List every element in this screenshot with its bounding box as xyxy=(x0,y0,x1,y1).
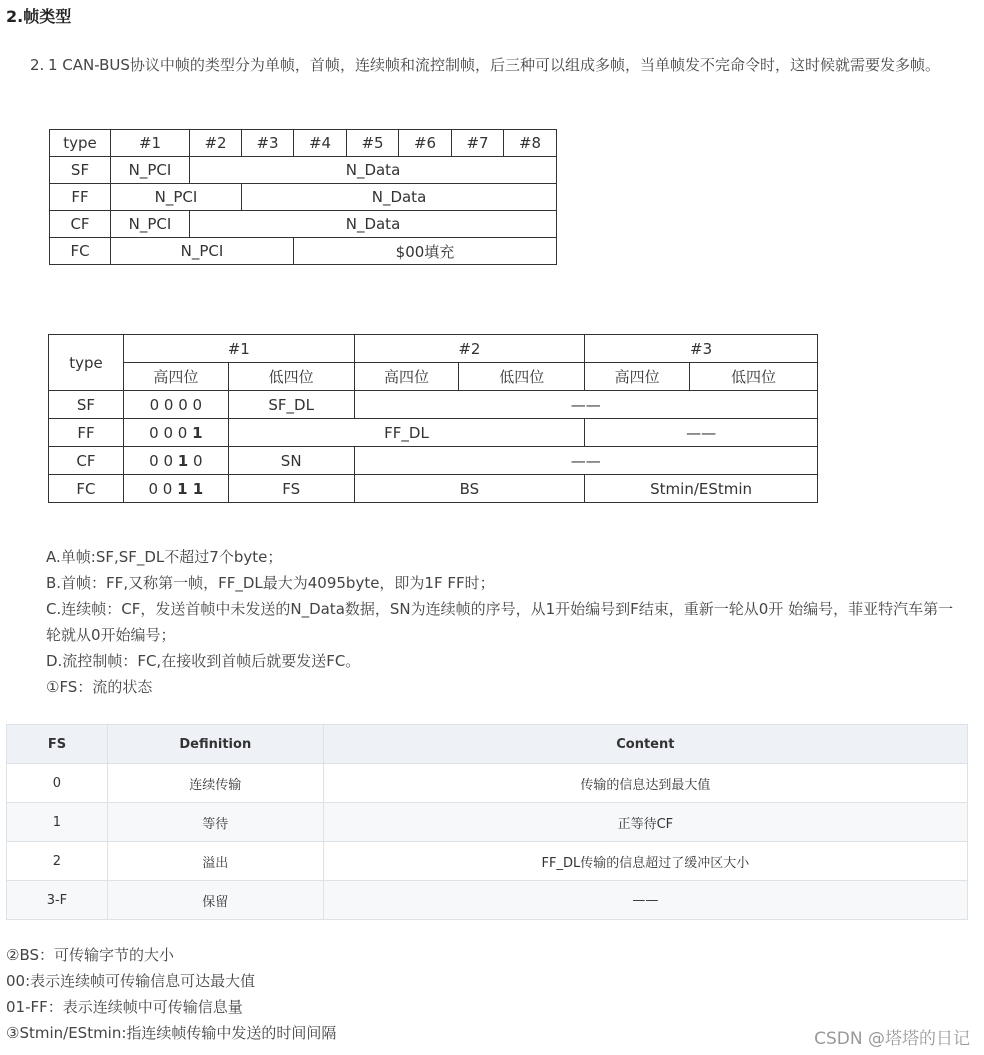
group-header-cell: #2 xyxy=(354,335,585,363)
note-line: A.单帧:SF,SF_DL不超过7个byte； xyxy=(46,548,283,566)
low-nibble-cell: SF_DL xyxy=(228,391,354,419)
data-cell: N_Data xyxy=(242,184,557,211)
nibble-bits: 0 0 0 xyxy=(149,423,193,442)
nibble-bits-bold: 1 xyxy=(192,423,203,442)
high-nibble-cell xyxy=(123,475,228,503)
definition-cell: 等待 xyxy=(107,803,323,842)
high-nibble-cell: 0 0 0 0 xyxy=(123,391,228,419)
intro-number: 2. xyxy=(30,56,45,74)
type-header-cell: type xyxy=(49,335,124,391)
subheader-cell: 高四位 xyxy=(354,363,459,391)
pci-nibble-table xyxy=(48,334,818,503)
table-header-row xyxy=(7,725,968,764)
rest-cell: —— xyxy=(354,391,817,419)
header-cell: #1 xyxy=(111,130,190,157)
frame-notes xyxy=(46,544,966,700)
group-header-cell: #1 xyxy=(123,335,354,363)
rest-cell: —— xyxy=(585,419,818,447)
pci-cell: N_PCI xyxy=(111,157,190,184)
table-subheader-row xyxy=(49,363,818,391)
type-cell: FF xyxy=(50,184,111,211)
nibble-bits: 0 0 xyxy=(149,451,178,470)
data-cell: N_Data xyxy=(190,211,557,238)
high-nibble-cell xyxy=(123,419,228,447)
note-line: D.流控制帧：FC,在接收到首帧后就要发送FC。 xyxy=(46,652,361,670)
high-nibble-cell xyxy=(123,447,228,475)
header-cell: #5 xyxy=(347,130,399,157)
table-row xyxy=(49,447,818,475)
note-line: ②BS：可传输字节的大小 xyxy=(6,946,174,964)
fs-cell: 0 xyxy=(7,764,108,803)
header-cell: #4 xyxy=(294,130,347,157)
subheader-cell: 高四位 xyxy=(123,363,228,391)
nibble-bits-bold: 1 1 xyxy=(177,479,204,498)
ff-dl-cell: FF_DL xyxy=(228,419,584,447)
table-row xyxy=(50,211,557,238)
intro-paragraph xyxy=(30,52,970,78)
header-cell: #2 xyxy=(190,130,242,157)
stmin-cell: Stmin/EStmin xyxy=(585,475,818,503)
table-row xyxy=(49,475,818,503)
note-line: 01-FF：表示连续帧中可传输信息量 xyxy=(6,998,243,1016)
pci-cell: N_PCI xyxy=(111,211,190,238)
nibble-bits: 0 xyxy=(188,451,203,470)
header-cell: Content xyxy=(323,725,967,764)
pci-cell: N_PCI xyxy=(111,238,294,265)
header-cell: #8 xyxy=(504,130,557,157)
header-cell: type xyxy=(50,130,111,157)
type-cell: CF xyxy=(49,447,124,475)
rest-cell: —— xyxy=(354,447,817,475)
note-line: 00:表示连续帧可传输信息可达最大值 xyxy=(6,972,256,990)
nibble-bits-bold: 1 xyxy=(177,451,189,470)
table-row xyxy=(7,803,968,842)
content-cell: FF_DL传输的信息超过了缓冲区大小 xyxy=(323,842,967,881)
table-row xyxy=(50,184,557,211)
fs-cell: 2 xyxy=(7,842,108,881)
tail-notes xyxy=(6,942,336,1046)
intro-text: 1 CAN-BUS协议中帧的类型分为单帧，首帧，连续帧和流控制帧，后三种可以组成多帧，当单帧发不完命令时，这时候就需要发多帧。 xyxy=(48,56,940,74)
subheader-cell: 低四位 xyxy=(228,363,354,391)
header-cell: #6 xyxy=(399,130,452,157)
fs-table xyxy=(6,724,968,920)
table-row xyxy=(49,391,818,419)
fs-cell: 3-F xyxy=(7,881,108,920)
type-cell: FC xyxy=(49,475,124,503)
note-line: ①FS：流的状态 xyxy=(46,678,153,696)
definition-cell: 溢出 xyxy=(107,842,323,881)
type-cell: FC xyxy=(50,238,111,265)
data-cell: $00填充 xyxy=(294,238,557,265)
subheader-cell: 低四位 xyxy=(690,363,818,391)
content-cell: 传输的信息达到最大值 xyxy=(323,764,967,803)
csdn-watermark: CSDN @塔塔的日记 xyxy=(814,1029,970,1049)
header-cell: FS xyxy=(7,725,108,764)
definition-cell: 连续传输 xyxy=(107,764,323,803)
data-cell: N_Data xyxy=(190,157,557,184)
pci-cell: N_PCI xyxy=(111,184,242,211)
header-cell: Definition xyxy=(107,725,323,764)
note-line: C.连续帧：CF，发送首帧中未发送的N_Data数据，SN为连续帧的序号，从1开始编号到F结束，重新一轮从0开 始编号，菲亚特汽车第一轮就从0开始编号； xyxy=(46,600,954,644)
table-row xyxy=(7,764,968,803)
definition-cell: 保留 xyxy=(107,881,323,920)
note-line: B.首帧：FF,又称第一帧，FF_DL最大为4095byte，即为1F FF时； xyxy=(46,574,495,592)
note-line: ③Stmin/EStmin:指连续帧传输中发送的时间间隔 xyxy=(6,1024,337,1042)
type-cell: CF xyxy=(50,211,111,238)
content-cell: 正等待CF xyxy=(323,803,967,842)
table-header-row xyxy=(50,130,557,157)
section-title: 2.帧类型 xyxy=(6,7,72,26)
header-cell: #3 xyxy=(242,130,294,157)
bs-cell: BS xyxy=(354,475,585,503)
low-nibble-cell: FS xyxy=(228,475,354,503)
fs-cell: 1 xyxy=(7,803,108,842)
nibble-bits: 0 0 xyxy=(148,479,178,498)
subheader-cell: 高四位 xyxy=(585,363,690,391)
subheader-cell: 低四位 xyxy=(459,363,585,391)
type-cell: SF xyxy=(50,157,111,184)
content-cell: —— xyxy=(323,881,967,920)
header-cell: #7 xyxy=(452,130,504,157)
type-cell: SF xyxy=(49,391,124,419)
group-header-cell: #3 xyxy=(585,335,818,363)
table-header-row xyxy=(49,335,818,363)
table-row xyxy=(49,419,818,447)
type-cell: FF xyxy=(49,419,124,447)
table-row xyxy=(7,881,968,920)
table-row xyxy=(50,157,557,184)
frame-layout-table xyxy=(49,129,557,265)
table-row xyxy=(7,842,968,881)
low-nibble-cell: SN xyxy=(228,447,354,475)
table-row xyxy=(50,238,557,265)
